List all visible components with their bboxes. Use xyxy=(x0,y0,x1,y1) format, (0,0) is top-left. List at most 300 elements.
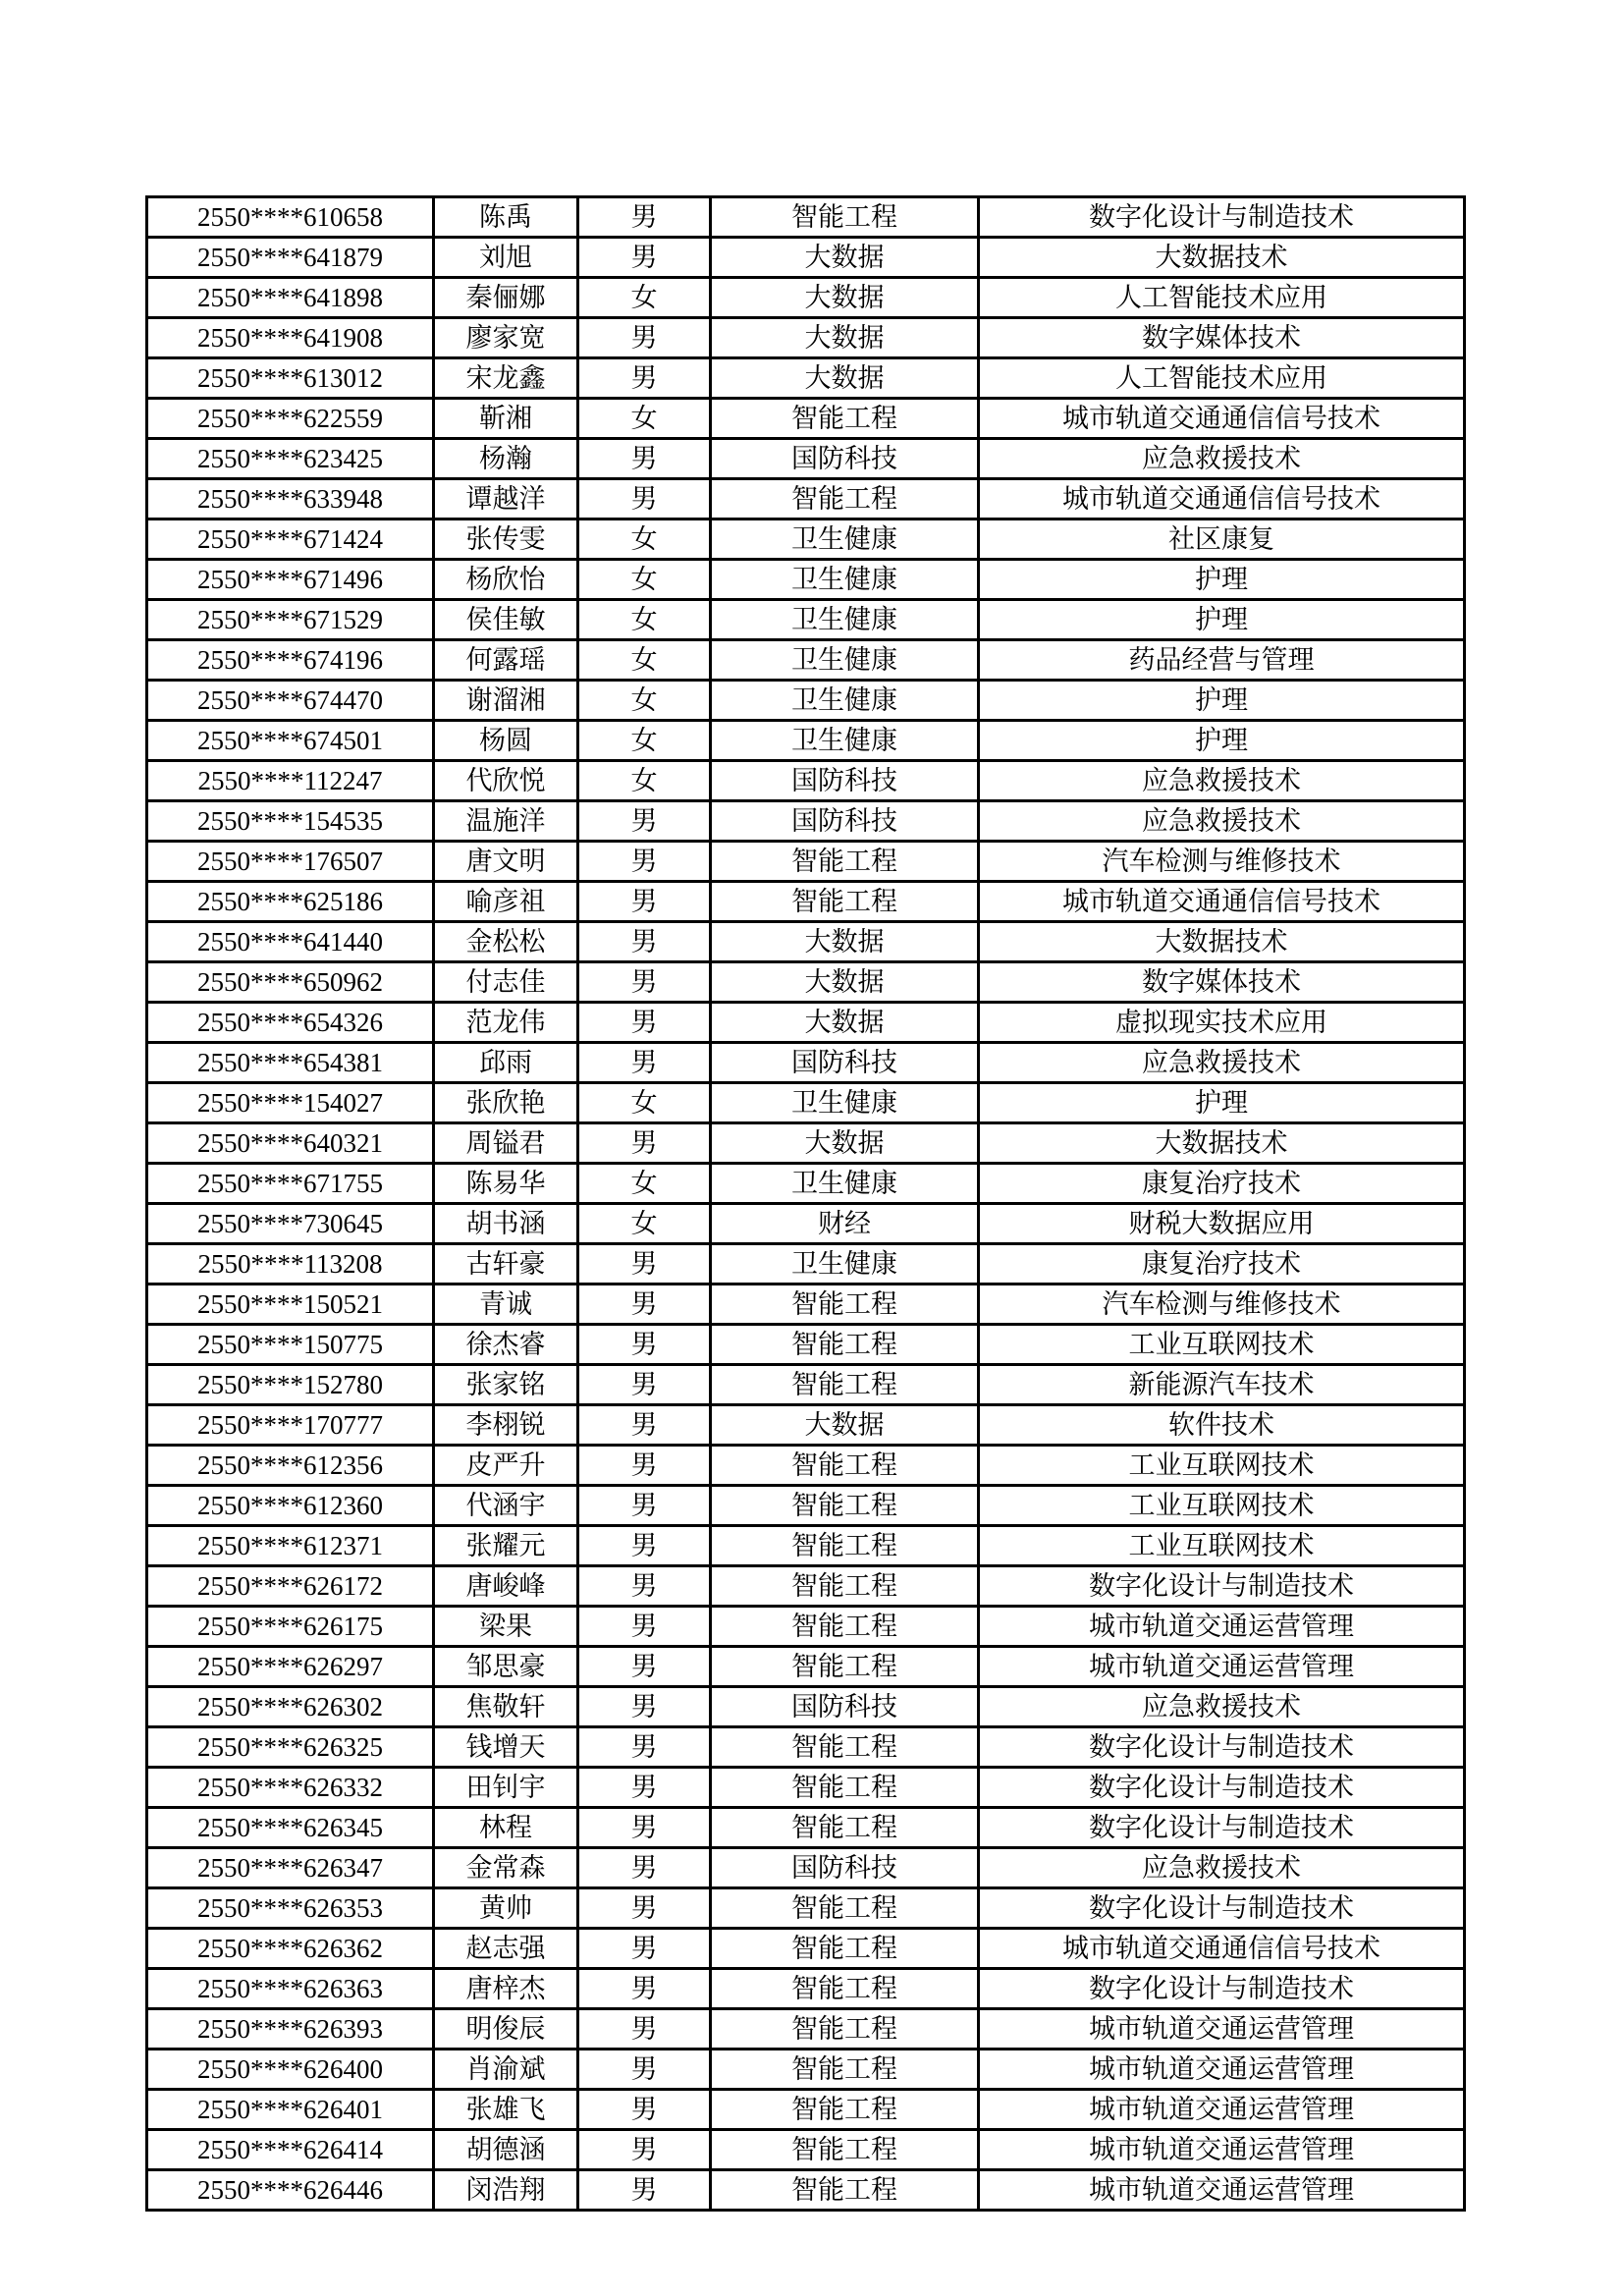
candidate-id-cell: 2550****650962 xyxy=(147,962,434,1003)
table-row xyxy=(147,1929,1465,1969)
category-cell: 大数据 xyxy=(711,1003,979,1043)
gender-cell: 女 xyxy=(578,761,711,801)
name-cell: 杨欣怡 xyxy=(434,560,578,600)
candidate-id-cell: 2550****671496 xyxy=(147,560,434,600)
candidate-id-cell: 2550****626302 xyxy=(147,1687,434,1727)
gender-cell: 男 xyxy=(578,922,711,962)
name-cell: 金常森 xyxy=(434,1848,578,1888)
major-cell: 工业互联网技术 xyxy=(979,1486,1465,1526)
gender-cell: 男 xyxy=(578,1123,711,1164)
category-cell: 大数据 xyxy=(711,1123,979,1164)
candidate-id-cell: 2550****626393 xyxy=(147,2009,434,2050)
name-cell: 胡书涵 xyxy=(434,1204,578,1244)
category-cell: 智能工程 xyxy=(711,399,979,439)
category-cell: 智能工程 xyxy=(711,1727,979,1768)
candidate-id-cell: 2550****626400 xyxy=(147,2050,434,2090)
category-cell: 智能工程 xyxy=(711,2009,979,2050)
candidate-id-cell: 2550****641440 xyxy=(147,922,434,962)
table-row xyxy=(147,2090,1465,2130)
name-cell: 李栩锐 xyxy=(434,1405,578,1446)
candidate-id-cell: 2550****154027 xyxy=(147,1083,434,1123)
table-row xyxy=(147,1043,1465,1083)
candidate-id-cell: 2550****623425 xyxy=(147,439,434,479)
gender-cell: 男 xyxy=(578,479,711,519)
gender-cell: 男 xyxy=(578,1848,711,1888)
major-cell: 应急救援技术 xyxy=(979,761,1465,801)
name-cell: 杨瀚 xyxy=(434,439,578,479)
gender-cell: 男 xyxy=(578,1808,711,1848)
name-cell: 肖渝斌 xyxy=(434,2050,578,2090)
candidate-id-cell: 2550****671529 xyxy=(147,600,434,640)
gender-cell: 女 xyxy=(578,1164,711,1204)
category-cell: 智能工程 xyxy=(711,2170,979,2211)
gender-cell: 男 xyxy=(578,1486,711,1526)
candidate-id-cell: 2550****150521 xyxy=(147,1285,434,1325)
category-cell: 智能工程 xyxy=(711,1325,979,1365)
major-cell: 虚拟现实技术应用 xyxy=(979,1003,1465,1043)
candidate-id-cell: 2550****626332 xyxy=(147,1768,434,1808)
table-row xyxy=(147,238,1465,278)
major-cell: 数字化设计与制造技术 xyxy=(979,1768,1465,1808)
gender-cell: 男 xyxy=(578,2130,711,2170)
name-cell: 古轩豪 xyxy=(434,1244,578,1285)
major-cell: 城市轨道交通运营管理 xyxy=(979,2090,1465,2130)
candidate-id-cell: 2550****671755 xyxy=(147,1164,434,1204)
table-row xyxy=(147,1969,1465,2009)
name-cell: 张雄飞 xyxy=(434,2090,578,2130)
major-cell: 应急救援技术 xyxy=(979,1687,1465,1727)
table-row xyxy=(147,681,1465,721)
table-row xyxy=(147,1285,1465,1325)
gender-cell: 男 xyxy=(578,197,711,238)
name-cell: 钱增天 xyxy=(434,1727,578,1768)
candidate-id-cell: 2550****112247 xyxy=(147,761,434,801)
candidate-id-cell: 2550****626347 xyxy=(147,1848,434,1888)
candidate-id-cell: 2550****176507 xyxy=(147,842,434,882)
gender-cell: 男 xyxy=(578,1365,711,1405)
category-cell: 国防科技 xyxy=(711,1687,979,1727)
table-row xyxy=(147,197,1465,238)
gender-cell: 男 xyxy=(578,238,711,278)
name-cell: 闵浩翔 xyxy=(434,2170,578,2211)
major-cell: 工业互联网技术 xyxy=(979,1325,1465,1365)
category-cell: 卫生健康 xyxy=(711,1164,979,1204)
table-row xyxy=(147,721,1465,761)
name-cell: 周镒君 xyxy=(434,1123,578,1164)
gender-cell: 男 xyxy=(578,1647,711,1687)
table-row xyxy=(147,1848,1465,1888)
category-cell: 国防科技 xyxy=(711,439,979,479)
candidate-id-cell: 2550****612360 xyxy=(147,1486,434,1526)
category-cell: 大数据 xyxy=(711,962,979,1003)
table-row xyxy=(147,1768,1465,1808)
major-cell: 数字化设计与制造技术 xyxy=(979,1888,1465,1929)
candidate-id-cell: 2550****633948 xyxy=(147,479,434,519)
category-cell: 卫生健康 xyxy=(711,640,979,681)
candidate-id-cell: 2550****626353 xyxy=(147,1888,434,1929)
candidate-id-cell: 2550****626446 xyxy=(147,2170,434,2211)
gender-cell: 男 xyxy=(578,842,711,882)
gender-cell: 男 xyxy=(578,1607,711,1647)
admission-roster-table xyxy=(145,195,1466,2212)
table-row xyxy=(147,600,1465,640)
gender-cell: 男 xyxy=(578,439,711,479)
table-row xyxy=(147,2170,1465,2211)
major-cell: 数字化设计与制造技术 xyxy=(979,197,1465,238)
candidate-id-cell: 2550****674501 xyxy=(147,721,434,761)
name-cell: 代欣悦 xyxy=(434,761,578,801)
table-row xyxy=(147,2009,1465,2050)
category-cell: 智能工程 xyxy=(711,1647,979,1687)
category-cell: 智能工程 xyxy=(711,1607,979,1647)
gender-cell: 男 xyxy=(578,801,711,842)
major-cell: 药品经营与管理 xyxy=(979,640,1465,681)
name-cell: 黄帅 xyxy=(434,1888,578,1929)
major-cell: 软件技术 xyxy=(979,1405,1465,1446)
table-row xyxy=(147,1204,1465,1244)
category-cell: 大数据 xyxy=(711,278,979,318)
major-cell: 康复治疗技术 xyxy=(979,1244,1465,1285)
name-cell: 梁果 xyxy=(434,1607,578,1647)
name-cell: 皮严升 xyxy=(434,1446,578,1486)
gender-cell: 女 xyxy=(578,1204,711,1244)
table-row xyxy=(147,439,1465,479)
candidate-id-cell: 2550****674470 xyxy=(147,681,434,721)
table-row xyxy=(147,1486,1465,1526)
category-cell: 智能工程 xyxy=(711,1969,979,2009)
table-row xyxy=(147,1526,1465,1566)
major-cell: 护理 xyxy=(979,600,1465,640)
candidate-id-cell: 2550****152780 xyxy=(147,1365,434,1405)
table-row xyxy=(147,882,1465,922)
category-cell: 智能工程 xyxy=(711,1285,979,1325)
candidate-id-cell: 2550****613012 xyxy=(147,358,434,399)
gender-cell: 男 xyxy=(578,1888,711,1929)
name-cell: 邹思豪 xyxy=(434,1647,578,1687)
candidate-id-cell: 2550****626362 xyxy=(147,1929,434,1969)
major-cell: 城市轨道交通运营管理 xyxy=(979,2050,1465,2090)
major-cell: 应急救援技术 xyxy=(979,439,1465,479)
gender-cell: 男 xyxy=(578,1043,711,1083)
category-cell: 智能工程 xyxy=(711,1365,979,1405)
table-row xyxy=(147,318,1465,358)
table-row xyxy=(147,801,1465,842)
major-cell: 城市轨道交通运营管理 xyxy=(979,1647,1465,1687)
name-cell: 明俊辰 xyxy=(434,2009,578,2050)
gender-cell: 男 xyxy=(578,1526,711,1566)
major-cell: 应急救援技术 xyxy=(979,801,1465,842)
gender-cell: 男 xyxy=(578,1003,711,1043)
major-cell: 汽车检测与维修技术 xyxy=(979,842,1465,882)
table-row xyxy=(147,1003,1465,1043)
gender-cell: 男 xyxy=(578,1929,711,1969)
candidate-id-cell: 2550****654326 xyxy=(147,1003,434,1043)
table-row xyxy=(147,1446,1465,1486)
name-cell: 靳湘 xyxy=(434,399,578,439)
candidate-id-cell: 2550****626401 xyxy=(147,2090,434,2130)
major-cell: 应急救援技术 xyxy=(979,1848,1465,1888)
major-cell: 城市轨道交通运营管理 xyxy=(979,2130,1465,2170)
name-cell: 胡德涵 xyxy=(434,2130,578,2170)
category-cell: 国防科技 xyxy=(711,801,979,842)
major-cell: 护理 xyxy=(979,1083,1465,1123)
table-row xyxy=(147,761,1465,801)
admission-roster-body xyxy=(147,197,1465,2211)
name-cell: 喻彦祖 xyxy=(434,882,578,922)
gender-cell: 女 xyxy=(578,721,711,761)
category-cell: 智能工程 xyxy=(711,1768,979,1808)
table-row xyxy=(147,560,1465,600)
gender-cell: 男 xyxy=(578,1566,711,1607)
major-cell: 人工智能技术应用 xyxy=(979,278,1465,318)
major-cell: 人工智能技术应用 xyxy=(979,358,1465,399)
candidate-id-cell: 2550****640321 xyxy=(147,1123,434,1164)
name-cell: 秦俪娜 xyxy=(434,278,578,318)
table-row xyxy=(147,1123,1465,1164)
major-cell: 康复治疗技术 xyxy=(979,1164,1465,1204)
name-cell: 徐杰睿 xyxy=(434,1325,578,1365)
gender-cell: 男 xyxy=(578,1446,711,1486)
gender-cell: 女 xyxy=(578,560,711,600)
table-row xyxy=(147,278,1465,318)
name-cell: 侯佳敏 xyxy=(434,600,578,640)
name-cell: 宋龙鑫 xyxy=(434,358,578,399)
name-cell: 陈易华 xyxy=(434,1164,578,1204)
candidate-id-cell: 2550****641898 xyxy=(147,278,434,318)
major-cell: 城市轨道交通运营管理 xyxy=(979,2170,1465,2211)
gender-cell: 男 xyxy=(578,1727,711,1768)
category-cell: 大数据 xyxy=(711,1405,979,1446)
category-cell: 智能工程 xyxy=(711,1446,979,1486)
major-cell: 城市轨道交通通信信号技术 xyxy=(979,1929,1465,1969)
category-cell: 卫生健康 xyxy=(711,519,979,560)
category-cell: 国防科技 xyxy=(711,1848,979,1888)
table-row xyxy=(147,1083,1465,1123)
table-row xyxy=(147,640,1465,681)
candidate-id-cell: 2550****626363 xyxy=(147,1969,434,2009)
major-cell: 城市轨道交通通信信号技术 xyxy=(979,882,1465,922)
candidate-id-cell: 2550****641908 xyxy=(147,318,434,358)
name-cell: 张传雯 xyxy=(434,519,578,560)
major-cell: 护理 xyxy=(979,721,1465,761)
candidate-id-cell: 2550****626175 xyxy=(147,1607,434,1647)
name-cell: 陈禹 xyxy=(434,197,578,238)
category-cell: 大数据 xyxy=(711,318,979,358)
gender-cell: 男 xyxy=(578,1687,711,1727)
table-row xyxy=(147,479,1465,519)
candidate-id-cell: 2550****626297 xyxy=(147,1647,434,1687)
candidate-id-cell: 2550****154535 xyxy=(147,801,434,842)
name-cell: 唐峻峰 xyxy=(434,1566,578,1607)
category-cell: 卫生健康 xyxy=(711,721,979,761)
table-row xyxy=(147,1325,1465,1365)
name-cell: 张耀元 xyxy=(434,1526,578,1566)
major-cell: 汽车检测与维修技术 xyxy=(979,1285,1465,1325)
category-cell: 智能工程 xyxy=(711,197,979,238)
category-cell: 卫生健康 xyxy=(711,1244,979,1285)
gender-cell: 男 xyxy=(578,358,711,399)
name-cell: 付志佳 xyxy=(434,962,578,1003)
category-cell: 国防科技 xyxy=(711,1043,979,1083)
category-cell: 卫生健康 xyxy=(711,560,979,600)
gender-cell: 女 xyxy=(578,1083,711,1123)
gender-cell: 女 xyxy=(578,399,711,439)
category-cell: 卫生健康 xyxy=(711,600,979,640)
major-cell: 工业互联网技术 xyxy=(979,1526,1465,1566)
name-cell: 谭越洋 xyxy=(434,479,578,519)
gender-cell: 女 xyxy=(578,640,711,681)
name-cell: 谢溜湘 xyxy=(434,681,578,721)
table-row xyxy=(147,399,1465,439)
gender-cell: 男 xyxy=(578,1285,711,1325)
name-cell: 焦敬轩 xyxy=(434,1687,578,1727)
candidate-id-cell: 2550****612371 xyxy=(147,1526,434,1566)
category-cell: 智能工程 xyxy=(711,1486,979,1526)
category-cell: 智能工程 xyxy=(711,882,979,922)
category-cell: 大数据 xyxy=(711,358,979,399)
category-cell: 卫生健康 xyxy=(711,1083,979,1123)
name-cell: 田钊宇 xyxy=(434,1768,578,1808)
category-cell: 智能工程 xyxy=(711,1566,979,1607)
name-cell: 邱雨 xyxy=(434,1043,578,1083)
table-row xyxy=(147,1687,1465,1727)
major-cell: 财税大数据应用 xyxy=(979,1204,1465,1244)
major-cell: 数字化设计与制造技术 xyxy=(979,1727,1465,1768)
table-row xyxy=(147,2050,1465,2090)
gender-cell: 男 xyxy=(578,2009,711,2050)
name-cell: 赵志强 xyxy=(434,1929,578,1969)
table-row xyxy=(147,1607,1465,1647)
category-cell: 智能工程 xyxy=(711,2050,979,2090)
gender-cell: 男 xyxy=(578,962,711,1003)
major-cell: 数字化设计与制造技术 xyxy=(979,1969,1465,2009)
name-cell: 青诚 xyxy=(434,1285,578,1325)
candidate-id-cell: 2550****626172 xyxy=(147,1566,434,1607)
table-row xyxy=(147,1405,1465,1446)
major-cell: 社区康复 xyxy=(979,519,1465,560)
category-cell: 智能工程 xyxy=(711,2090,979,2130)
gender-cell: 男 xyxy=(578,882,711,922)
candidate-id-cell: 2550****654381 xyxy=(147,1043,434,1083)
table-row xyxy=(147,1647,1465,1687)
candidate-id-cell: 2550****674196 xyxy=(147,640,434,681)
table-row xyxy=(147,922,1465,962)
category-cell: 智能工程 xyxy=(711,1929,979,1969)
table-row xyxy=(147,1566,1465,1607)
gender-cell: 女 xyxy=(578,519,711,560)
candidate-id-cell: 2550****150775 xyxy=(147,1325,434,1365)
table-row xyxy=(147,1164,1465,1204)
table-row xyxy=(147,962,1465,1003)
major-cell: 应急救援技术 xyxy=(979,1043,1465,1083)
table-row xyxy=(147,519,1465,560)
category-cell: 智能工程 xyxy=(711,479,979,519)
major-cell: 新能源汽车技术 xyxy=(979,1365,1465,1405)
major-cell: 城市轨道交通运营管理 xyxy=(979,2009,1465,2050)
candidate-id-cell: 2550****626345 xyxy=(147,1808,434,1848)
table-row xyxy=(147,1888,1465,1929)
candidate-id-cell: 2550****612356 xyxy=(147,1446,434,1486)
category-cell: 智能工程 xyxy=(711,1526,979,1566)
gender-cell: 男 xyxy=(578,1768,711,1808)
gender-cell: 男 xyxy=(578,318,711,358)
major-cell: 数字化设计与制造技术 xyxy=(979,1566,1465,1607)
gender-cell: 男 xyxy=(578,1969,711,2009)
candidate-id-cell: 2550****113208 xyxy=(147,1244,434,1285)
major-cell: 大数据技术 xyxy=(979,1123,1465,1164)
table-row xyxy=(147,1808,1465,1848)
candidate-id-cell: 2550****622559 xyxy=(147,399,434,439)
major-cell: 数字媒体技术 xyxy=(979,962,1465,1003)
category-cell: 智能工程 xyxy=(711,2130,979,2170)
major-cell: 数字化设计与制造技术 xyxy=(979,1808,1465,1848)
category-cell: 智能工程 xyxy=(711,1808,979,1848)
table-row xyxy=(147,1727,1465,1768)
name-cell: 代涵宇 xyxy=(434,1486,578,1526)
name-cell: 唐梓杰 xyxy=(434,1969,578,2009)
candidate-id-cell: 2550****730645 xyxy=(147,1204,434,1244)
table-row xyxy=(147,1365,1465,1405)
gender-cell: 女 xyxy=(578,600,711,640)
table-row xyxy=(147,1244,1465,1285)
gender-cell: 男 xyxy=(578,1405,711,1446)
gender-cell: 女 xyxy=(578,278,711,318)
table-row xyxy=(147,2130,1465,2170)
major-cell: 护理 xyxy=(979,560,1465,600)
name-cell: 杨圆 xyxy=(434,721,578,761)
major-cell: 工业互联网技术 xyxy=(979,1446,1465,1486)
category-cell: 智能工程 xyxy=(711,842,979,882)
major-cell: 城市轨道交通通信信号技术 xyxy=(979,479,1465,519)
table-row xyxy=(147,842,1465,882)
name-cell: 廖家宽 xyxy=(434,318,578,358)
name-cell: 刘旭 xyxy=(434,238,578,278)
candidate-id-cell: 2550****170777 xyxy=(147,1405,434,1446)
name-cell: 张家铭 xyxy=(434,1365,578,1405)
name-cell: 唐文明 xyxy=(434,842,578,882)
candidate-id-cell: 2550****626325 xyxy=(147,1727,434,1768)
major-cell: 数字媒体技术 xyxy=(979,318,1465,358)
candidate-id-cell: 2550****671424 xyxy=(147,519,434,560)
gender-cell: 女 xyxy=(578,681,711,721)
major-cell: 大数据技术 xyxy=(979,922,1465,962)
gender-cell: 男 xyxy=(578,1325,711,1365)
gender-cell: 男 xyxy=(578,2090,711,2130)
candidate-id-cell: 2550****610658 xyxy=(147,197,434,238)
table-row xyxy=(147,358,1465,399)
name-cell: 温施洋 xyxy=(434,801,578,842)
category-cell: 大数据 xyxy=(711,238,979,278)
candidate-id-cell: 2550****625186 xyxy=(147,882,434,922)
category-cell: 卫生健康 xyxy=(711,681,979,721)
candidate-id-cell: 2550****626414 xyxy=(147,2130,434,2170)
name-cell: 范龙伟 xyxy=(434,1003,578,1043)
candidate-id-cell: 2550****641879 xyxy=(147,238,434,278)
gender-cell: 男 xyxy=(578,2170,711,2211)
major-cell: 护理 xyxy=(979,681,1465,721)
name-cell: 张欣艳 xyxy=(434,1083,578,1123)
name-cell: 林程 xyxy=(434,1808,578,1848)
category-cell: 国防科技 xyxy=(711,761,979,801)
category-cell: 财经 xyxy=(711,1204,979,1244)
gender-cell: 男 xyxy=(578,2050,711,2090)
category-cell: 智能工程 xyxy=(711,1888,979,1929)
major-cell: 城市轨道交通通信信号技术 xyxy=(979,399,1465,439)
name-cell: 金松松 xyxy=(434,922,578,962)
name-cell: 何露瑶 xyxy=(434,640,578,681)
major-cell: 大数据技术 xyxy=(979,238,1465,278)
category-cell: 大数据 xyxy=(711,922,979,962)
